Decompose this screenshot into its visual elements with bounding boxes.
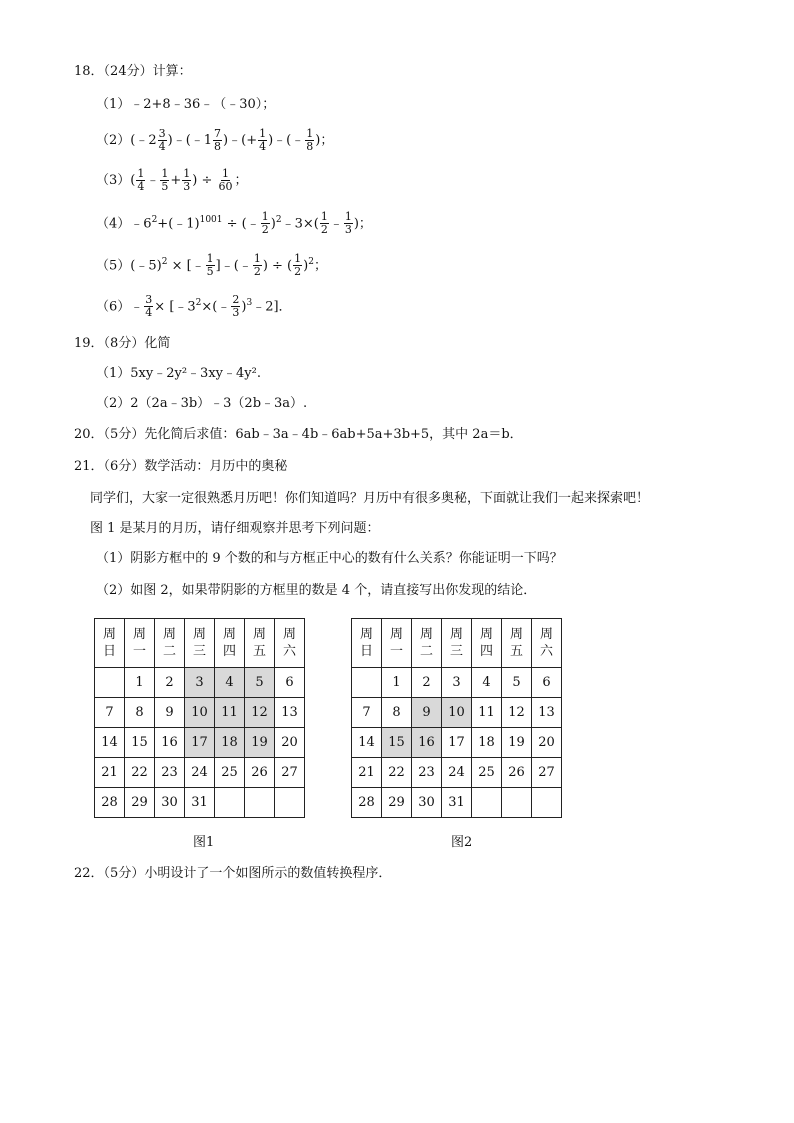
calendar-header-row (95, 619, 305, 668)
part-label: （5） (96, 258, 131, 274)
calendar-week-row (352, 698, 562, 728)
q22-title: 22．（5分）小明设计了一个如图所示的数值转换程序． (74, 866, 392, 881)
calendar-figure-2 (351, 618, 562, 818)
calendar-day-cell: 31 (185, 788, 215, 818)
calendar-day-cell: 22 (125, 758, 155, 788)
calendar-week-row (352, 758, 562, 788)
calendar-day-cell: 28 (352, 788, 382, 818)
weekday-header: 周 三 (442, 619, 472, 668)
figure-1-caption: 图1 (193, 835, 215, 850)
calendar-day-cell: 7 (95, 698, 125, 728)
calendar-day-cell: 24 (442, 758, 472, 788)
calendar-empty-cell (215, 788, 245, 818)
figure-2-caption: 图2 (451, 835, 473, 850)
calendar-week-row (352, 728, 562, 758)
weekday-header: 周 六 (275, 619, 305, 668)
calendar-empty-cell (275, 788, 305, 818)
calendar-day-cell: 18 (472, 728, 502, 758)
q21-figure-note: 图 1 是某月的月历，请仔细观察并思考下列问题： (90, 521, 380, 536)
calendar-day-cell: 8 (382, 698, 412, 728)
calendar-week-row (95, 668, 305, 698)
calendar-day-cell: 9 (412, 698, 442, 728)
calendar-day-cell: 14 (352, 728, 382, 758)
weekday-header: 周 五 (245, 619, 275, 668)
calendar-day-cell: 16 (412, 728, 442, 758)
q18-title: 18．（24分）计算： (74, 64, 192, 79)
calendar-day-cell: 17 (185, 728, 215, 758)
calendar-day-cell: 15 (125, 728, 155, 758)
calendar-day-cell: 26 (245, 758, 275, 788)
part-label: （6） (96, 299, 131, 315)
calendar-day-cell: 21 (352, 758, 382, 788)
q20-title: 20．（5分）先化简后求值：6ab﹣3a﹣4b﹣6ab+5a+3b+5，其中 2a＝b． (74, 427, 523, 442)
calendar-day-cell: 31 (442, 788, 472, 818)
calendar-day-cell: 14 (95, 728, 125, 758)
calendar-day-cell: 16 (155, 728, 185, 758)
q18-part1: （1）﹣2+8﹣36﹣（﹣30）； (96, 97, 276, 112)
calendar-day-cell: 11 (215, 698, 245, 728)
calendar-day-cell: 15 (382, 728, 412, 758)
calendar-day-cell: 25 (215, 758, 245, 788)
q18-part4: $(4)﹣6^2+(﹣1)^{1001}$ ÷ (﹣ $\frac{1}{2}$ )$^2$﹣3×( $\frac{1}{2}$ ﹣ $\frac{1}{3}$ )； (96, 210, 372, 237)
weekday-header: 周 五 (502, 619, 532, 668)
calendar-day-cell: 29 (125, 788, 155, 818)
weekday-header: 周 一 (382, 619, 412, 668)
calendar-header-row (352, 619, 562, 668)
calendar-day-cell: 26 (502, 758, 532, 788)
weekday-header: 周 三 (185, 619, 215, 668)
weekday-header: 周 二 (155, 619, 185, 668)
weekday-header: 周 日 (95, 619, 125, 668)
calendar-week-row (95, 698, 305, 728)
calendar-day-cell: 12 (502, 698, 532, 728)
q18-part5: （5）(﹣5)$^2$ × [﹣ $\frac{1}{5}$ ]﹣(﹣ $\frac{1}{2}$ ) ÷ ( $\frac{1}{2}$ )$^2$； (96, 252, 327, 279)
q18-part3: （3）( $\frac{1}{4}$ ﹣ $\frac{1}{5}$ + $\frac{1}{3}$ ) ÷ $\frac{1}{60}$ ； (96, 167, 248, 193)
calendar-day-cell: 29 (382, 788, 412, 818)
weekday-header: 周 二 (412, 619, 442, 668)
calendar-empty-cell (352, 668, 382, 698)
calendar-day-cell: 22 (382, 758, 412, 788)
weekday-header: 周 一 (125, 619, 155, 668)
calendar-day-cell: 3 (442, 668, 472, 698)
calendar-day-cell: 6 (275, 668, 305, 698)
calendar-day-cell: 1 (125, 668, 155, 698)
calendar-day-cell: 9 (155, 698, 185, 728)
calendar-day-cell: 19 (502, 728, 532, 758)
calendar-day-cell: 13 (532, 698, 562, 728)
calendar-week-row (95, 758, 305, 788)
calendar-day-cell: 5 (245, 668, 275, 698)
calendar-day-cell: 5 (502, 668, 532, 698)
calendar-day-cell: 25 (472, 758, 502, 788)
q21-intro: 同学们，大家一定很熟悉月历吧！你们知道吗？月历中有很多奥秘，下面就让我们一起来探索吧！ (90, 491, 650, 506)
calendar-day-cell: 28 (95, 788, 125, 818)
calendar-day-cell: 20 (275, 728, 305, 758)
calendar-day-cell: 2 (412, 668, 442, 698)
calendar-day-cell: 2 (155, 668, 185, 698)
calendar-day-cell: 8 (125, 698, 155, 728)
calendar-figure-1 (94, 618, 305, 818)
weekday-header: 周 四 (472, 619, 502, 668)
calendar-day-cell: 27 (532, 758, 562, 788)
calendar-day-cell: 24 (185, 758, 215, 788)
calendar-week-row (95, 728, 305, 758)
part-label: （3） (96, 173, 131, 188)
q18-part6: （6）﹣ $\frac{3}{4}$ × [$﹣3^2\times(﹣$ $\frac{2}{3}$ )$^3$﹣2]． (96, 293, 292, 320)
q21-part1: （1）阴影方框中的 9 个数的和与方框正中心的数有什么关系？你能证明一下吗？ (96, 551, 563, 566)
calendar-day-cell: 19 (245, 728, 275, 758)
calendar-empty-cell (472, 788, 502, 818)
q19-title: 19．（8分）化简 (74, 336, 171, 351)
calendar-day-cell: 1 (382, 668, 412, 698)
calendar-day-cell: 30 (412, 788, 442, 818)
calendar-day-cell: 11 (472, 698, 502, 728)
calendar-day-cell: 13 (275, 698, 305, 728)
calendar-empty-cell (532, 788, 562, 818)
calendar-day-cell: 20 (532, 728, 562, 758)
calendar-day-cell: 10 (442, 698, 472, 728)
calendar-day-cell: 23 (412, 758, 442, 788)
q18-part2: （2）(﹣2 $\frac{3}{4}$ )﹣(﹣1 $\frac{7}{8}$ )﹣(+ $\frac{1}{4}$ )﹣(﹣ $\frac{1}{8}$ )； (96, 127, 334, 153)
calendar-week-row (352, 788, 562, 818)
q19-part2: （2）2（2a﹣3b）﹣3（2b﹣3a）. (96, 396, 308, 411)
part-label: （2） (96, 133, 131, 148)
q21-part2: （2）如图 2，如果带阴影的方框里的数是 4 个，请直接写出你发现的结论． (96, 583, 537, 598)
calendar-empty-cell (245, 788, 275, 818)
calendar-day-cell: 6 (532, 668, 562, 698)
calendar-day-cell: 4 (215, 668, 245, 698)
calendar-day-cell: 3 (185, 668, 215, 698)
calendar-week-row (95, 788, 305, 818)
calendar-day-cell: 17 (442, 728, 472, 758)
weekday-header: 周 日 (352, 619, 382, 668)
weekday-header: 周 四 (215, 619, 245, 668)
calendar-day-cell: 30 (155, 788, 185, 818)
calendar-day-cell: 10 (185, 698, 215, 728)
q19-part1: （1）5xy﹣2y²﹣3xy﹣4y². (96, 366, 261, 381)
calendar-day-cell: 21 (95, 758, 125, 788)
calendar-day-cell: 23 (155, 758, 185, 788)
calendar-day-cell: 12 (245, 698, 275, 728)
calendar-day-cell: 18 (215, 728, 245, 758)
weekday-header: 周 六 (532, 619, 562, 668)
calendar-empty-cell (95, 668, 125, 698)
part-label: （4） (96, 216, 131, 232)
q21-title: 21．（6分）数学活动：月历中的奥秘 (74, 459, 288, 474)
calendar-day-cell: 7 (352, 698, 382, 728)
calendar-day-cell: 4 (472, 668, 502, 698)
calendar-empty-cell (502, 788, 532, 818)
calendar-day-cell: 27 (275, 758, 305, 788)
calendar-week-row (352, 668, 562, 698)
